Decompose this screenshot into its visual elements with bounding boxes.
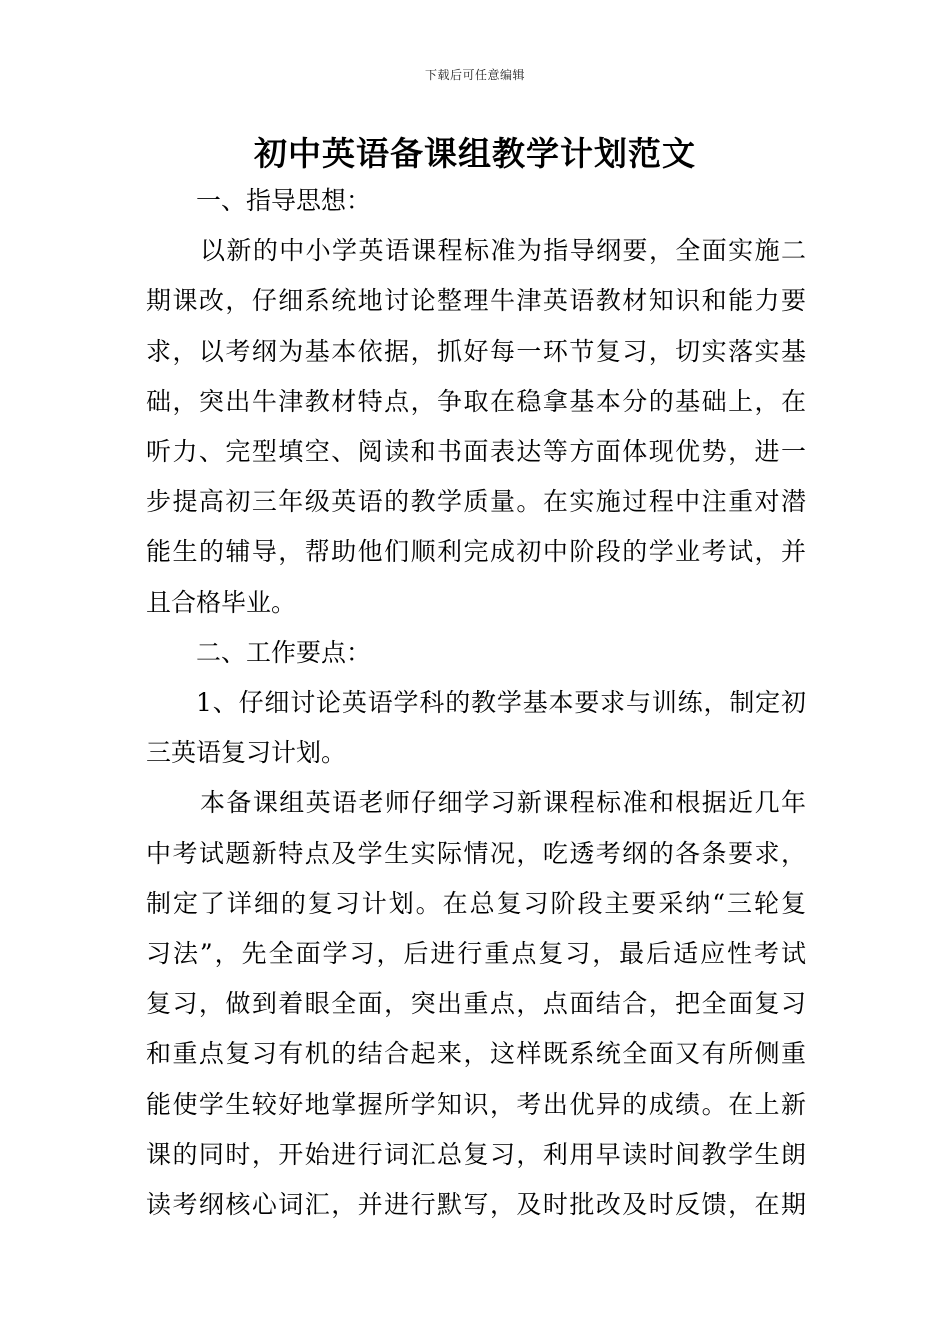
body-line: 复习，做到着眼全面，突出重点，点面结合，把全面复习 [146,989,806,1019]
body-line: 能使学生较好地掌握所学知识，考出优异的成绩。在上新 [146,1089,806,1119]
body-line: 且合格毕业。 [146,587,297,617]
body-line: 以新的中小学英语课程标准为指导纲要，全面实施二 [200,236,806,266]
body-line: 期课改，仔细系统地讨论整理牛津英语教材知识和能力要 [146,286,806,316]
body-line: 1、仔细讨论英语学科的教学基本要求与训练，制定初 [196,688,806,717]
document-title: 初中英语备课组教学计划范文 [254,134,696,173]
body-line: 一、指导思想： [196,186,372,215]
body-line: 步提高初三年级英语的教学质量。在实施过程中注重对潜 [146,487,806,517]
body-line: 习法”，先全面学习，后进行重点复习，最后适应性考试 [146,939,806,968]
header-note: 下载后可任意编辑 [424,68,525,82]
body-line: 课的同时，开始进行词汇总复习，利用早读时间教学生朗 [146,1139,806,1169]
body-line: 中考试题新特点及学生实际情况，吃透考纲的各条要求， [146,838,806,868]
body-line: 和重点复习有机的结合起来，这样既系统全面又有所侧重 [146,1039,806,1069]
body-line: 三英语复习计划。 [146,738,347,768]
body-line: 二、工作要点： [196,637,372,667]
body-line: 求，以考纲为基本依据，抓好每一环节复习，切实落实基 [146,336,806,366]
body-line: 制定了详细的复习计划。在总复习阶段主要采纳“三轮复 [146,888,806,918]
body-line: 读考纲核心词汇，并进行默写，及时批改及时反馈，在期 [146,1190,806,1219]
body-line: 础，突出牛津教材特点，争取在稳拿基本分的基础上，在 [146,386,806,416]
body-line: 能生的辅导，帮助他们顺利完成初中阶段的学业考试，并 [146,537,806,567]
body-line: 本备课组英语老师仔细学习新课程标准和根据近几年 [200,788,806,818]
body-line: 听力、完型填空、阅读和书面表达等方面体现优势，进一 [146,437,806,466]
